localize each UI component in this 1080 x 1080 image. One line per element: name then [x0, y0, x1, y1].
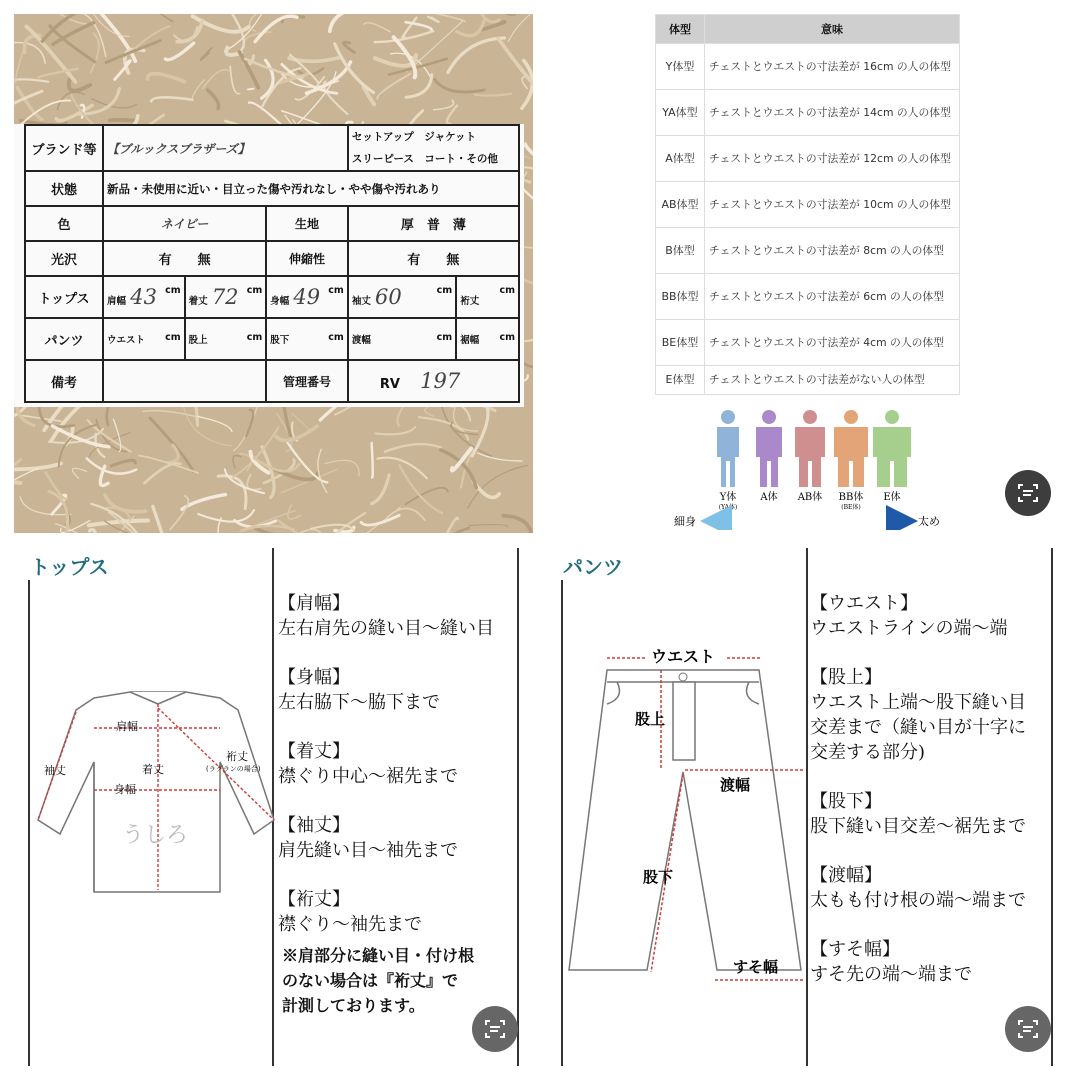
diagram-back: うしろ [122, 823, 189, 848]
body-type-cell: A体型 [656, 136, 705, 182]
pants-item-line: 太もも付け根の端〜端まで [810, 890, 1026, 911]
body-type-cell: AB体型 [656, 182, 705, 228]
body-figure [795, 410, 825, 503]
body-figure [873, 410, 911, 503]
diagram-rise: 股上 [635, 710, 666, 728]
table-row [656, 44, 960, 90]
stretch-header: 伸縮性 [266, 241, 348, 276]
body-figure [756, 410, 782, 503]
note-line: のない場合は『裄丈』で [282, 971, 459, 990]
table-row [656, 136, 960, 182]
tops-right-border [517, 548, 519, 1066]
table-row [656, 90, 960, 136]
pants-thigh-cell: 渡幅 cm [348, 318, 456, 360]
luster-value: 有 無 [103, 241, 266, 276]
table-row [656, 274, 960, 320]
tops-descriptions [278, 591, 494, 1018]
scan-icon [472, 1006, 518, 1052]
meaning-cell: チェストとウエストの寸法差が 16cm の人の体型 [705, 44, 960, 90]
body-type-cell: BE体型 [656, 320, 705, 366]
label-card-table [24, 124, 520, 403]
diagram-inseam: 股下 [643, 868, 674, 886]
slim-label: 細身 [674, 515, 696, 528]
notes-value [103, 360, 266, 402]
diagram-yuki: 裄丈 [226, 750, 248, 763]
condition-header: 状態 [25, 171, 103, 206]
wide-label: 太め [918, 515, 940, 528]
meaning-cell: チェストとウエストの寸法差が 8cm の人の体型 [705, 228, 960, 274]
label-card [14, 124, 524, 407]
pants-left-border [561, 580, 563, 1066]
tops-chest-cell: 身幅 49 cm [266, 276, 348, 318]
pants-hem-cell: 裾幅 cm [456, 318, 519, 360]
pants-right-border [1051, 548, 1053, 1066]
scan-icon [1005, 1006, 1051, 1052]
pants-waist-cell: ウエスト cm [103, 318, 185, 360]
diagram-yuki-note: (ラグランの場合) [206, 765, 261, 773]
tops-item-head: 【身幅】 [278, 667, 350, 688]
pants-item-head: 【渡幅】 [810, 865, 882, 886]
tops-item-head: 【肩幅】 [278, 593, 350, 614]
mgmt-value: 197 [420, 369, 461, 393]
body-figure [717, 410, 739, 511]
mgmt-header: 管理番号 [266, 360, 348, 402]
meaning-cell: チェストとウエストの寸法差が 12cm の人の体型 [705, 136, 960, 182]
body-type-cell: YA体型 [656, 90, 705, 136]
meaning-cell: チェストとウエストの寸法差が 10cm の人の体型 [705, 182, 960, 228]
scan-button[interactable] [472, 1006, 518, 1052]
mgmt-prefix: RV [379, 377, 400, 392]
pants-item-line: 股下縫い目交差〜裾先まで [810, 816, 1026, 837]
meaning-cell: チェストとウエストの寸法差が 6cm の人の体型 [705, 274, 960, 320]
pants-item-head: 【すそ幅】 [810, 939, 900, 960]
pants-item-line: ウエストラインの端〜端 [810, 618, 1008, 639]
pants-item-head: 【ウエスト】 [810, 593, 918, 614]
meaning-cell: チェストとウエストの寸法差が 4cm の人の体型 [705, 320, 960, 366]
body-type-table [655, 14, 960, 395]
svg-text:AB体: AB体 [797, 492, 823, 503]
pants-item-line: 交差まで（縫い目が十字に [810, 717, 1026, 738]
table-row [656, 228, 960, 274]
tops-header: トップス [25, 276, 103, 318]
notes-header: 備考 [25, 360, 103, 402]
tops-item-body: 襟ぐり中心〜裾先まで [278, 766, 458, 787]
pants-item-line: 交差する部分) [810, 742, 926, 763]
tops-panel-title: トップス [30, 555, 109, 579]
scan-icon [1005, 470, 1051, 516]
tops-item-body: 肩先縫い目〜袖先まで [278, 840, 458, 861]
garment-type-line2: スリーピース コート・その他 [351, 153, 498, 165]
color-header: 色 [25, 206, 103, 241]
svg-text:Y体: Y体 [719, 492, 737, 503]
diagram-chest: 身幅 [114, 783, 136, 796]
diagram-waist: ウエスト [651, 647, 716, 666]
body-figures [670, 405, 960, 530]
brand-header: ブランド等 [25, 125, 103, 171]
body-type-cell: BB体型 [656, 274, 705, 320]
tops-item-head: 【着丈】 [278, 741, 350, 762]
diagram-hem: すそ幅 [733, 958, 779, 976]
body-type-cell: Y体型 [656, 44, 705, 90]
diagram-length: 着丈 [142, 763, 164, 776]
meaning-col-header: 意味 [705, 15, 960, 44]
pants-descriptions [810, 591, 1026, 987]
body-type-cell: E体型 [656, 366, 705, 395]
note-line: 計測しております。 [282, 996, 425, 1015]
body-type-cell: B体型 [656, 228, 705, 274]
tops-yuki-cell: 裄丈 cm [456, 276, 519, 318]
svg-text:E体: E体 [883, 492, 901, 503]
tops-item-body: 左右肩先の縫い目〜縫い目 [278, 618, 494, 639]
pants-header: パンツ [25, 318, 103, 360]
condition-value: 新品・未使用に近い・目立った傷や汚れなし・やや傷や汚れあり [103, 171, 519, 206]
scan-button[interactable] [1005, 470, 1051, 516]
tops-shoulder-cell: 肩幅 43 cm [103, 276, 185, 318]
scan-button[interactable] [1005, 1006, 1051, 1052]
pants-item-line: ウエスト上端〜股下縫い目 [810, 692, 1026, 713]
diagram-thigh: 渡幅 [720, 776, 751, 794]
meaning-cell: チェストとウエストの寸法差がない人の体型 [705, 366, 960, 395]
pants-panel-title: パンツ [563, 555, 623, 579]
tops-note [282, 943, 494, 1018]
pants-inseam-cell: 股下 cm [266, 318, 348, 360]
diagram-shoulder: 肩幅 [116, 720, 138, 733]
svg-text:(BE体): (BE体) [841, 504, 861, 511]
meaning-cell: チェストとウエストの寸法差が 14cm の人の体型 [705, 90, 960, 136]
luster-header: 光沢 [25, 241, 103, 276]
svg-text:BB体: BB体 [838, 492, 864, 503]
table-row [656, 366, 960, 395]
tops-item-body: 襟ぐり〜袖先まで [278, 914, 422, 935]
pants-diagram [565, 640, 810, 990]
brand-value: 【ブルックスブラザーズ】 [103, 125, 348, 171]
diagram-sleeve: 袖丈 [44, 764, 66, 777]
tops-item-head: 【裄丈】 [278, 889, 350, 910]
tops-length-cell: 着丈 72 cm [185, 276, 267, 318]
garment-type-line1: セットアップ ジャケット [351, 131, 477, 143]
tops-item-body: 左右脇下〜脇下まで [278, 692, 440, 713]
color-value: ネイビー [103, 206, 266, 241]
fabric-header: 生地 [266, 206, 348, 241]
tops-sleeve-cell: 袖丈 60 cm [348, 276, 456, 318]
jacket-diagram [30, 680, 275, 900]
table-row [656, 182, 960, 228]
pants-item-head: 【股上】 [810, 667, 882, 688]
pants-rise-cell: 股上 cm [185, 318, 267, 360]
svg-text:(YA体): (YA体) [718, 504, 738, 511]
svg-text:A体: A体 [760, 492, 778, 503]
stretch-value: 有 無 [348, 241, 519, 276]
fabric-value: 厚 普 薄 [348, 206, 519, 241]
note-line: ※肩部分に縫い目・付け根 [282, 946, 475, 965]
body-figure [834, 410, 868, 511]
body-type-col-header: 体型 [656, 15, 705, 44]
pants-item-line: すそ先の端〜端まで [810, 964, 972, 985]
pants-item-head: 【股下】 [810, 791, 882, 812]
table-row [656, 320, 960, 366]
tops-item-head: 【袖丈】 [278, 815, 350, 836]
